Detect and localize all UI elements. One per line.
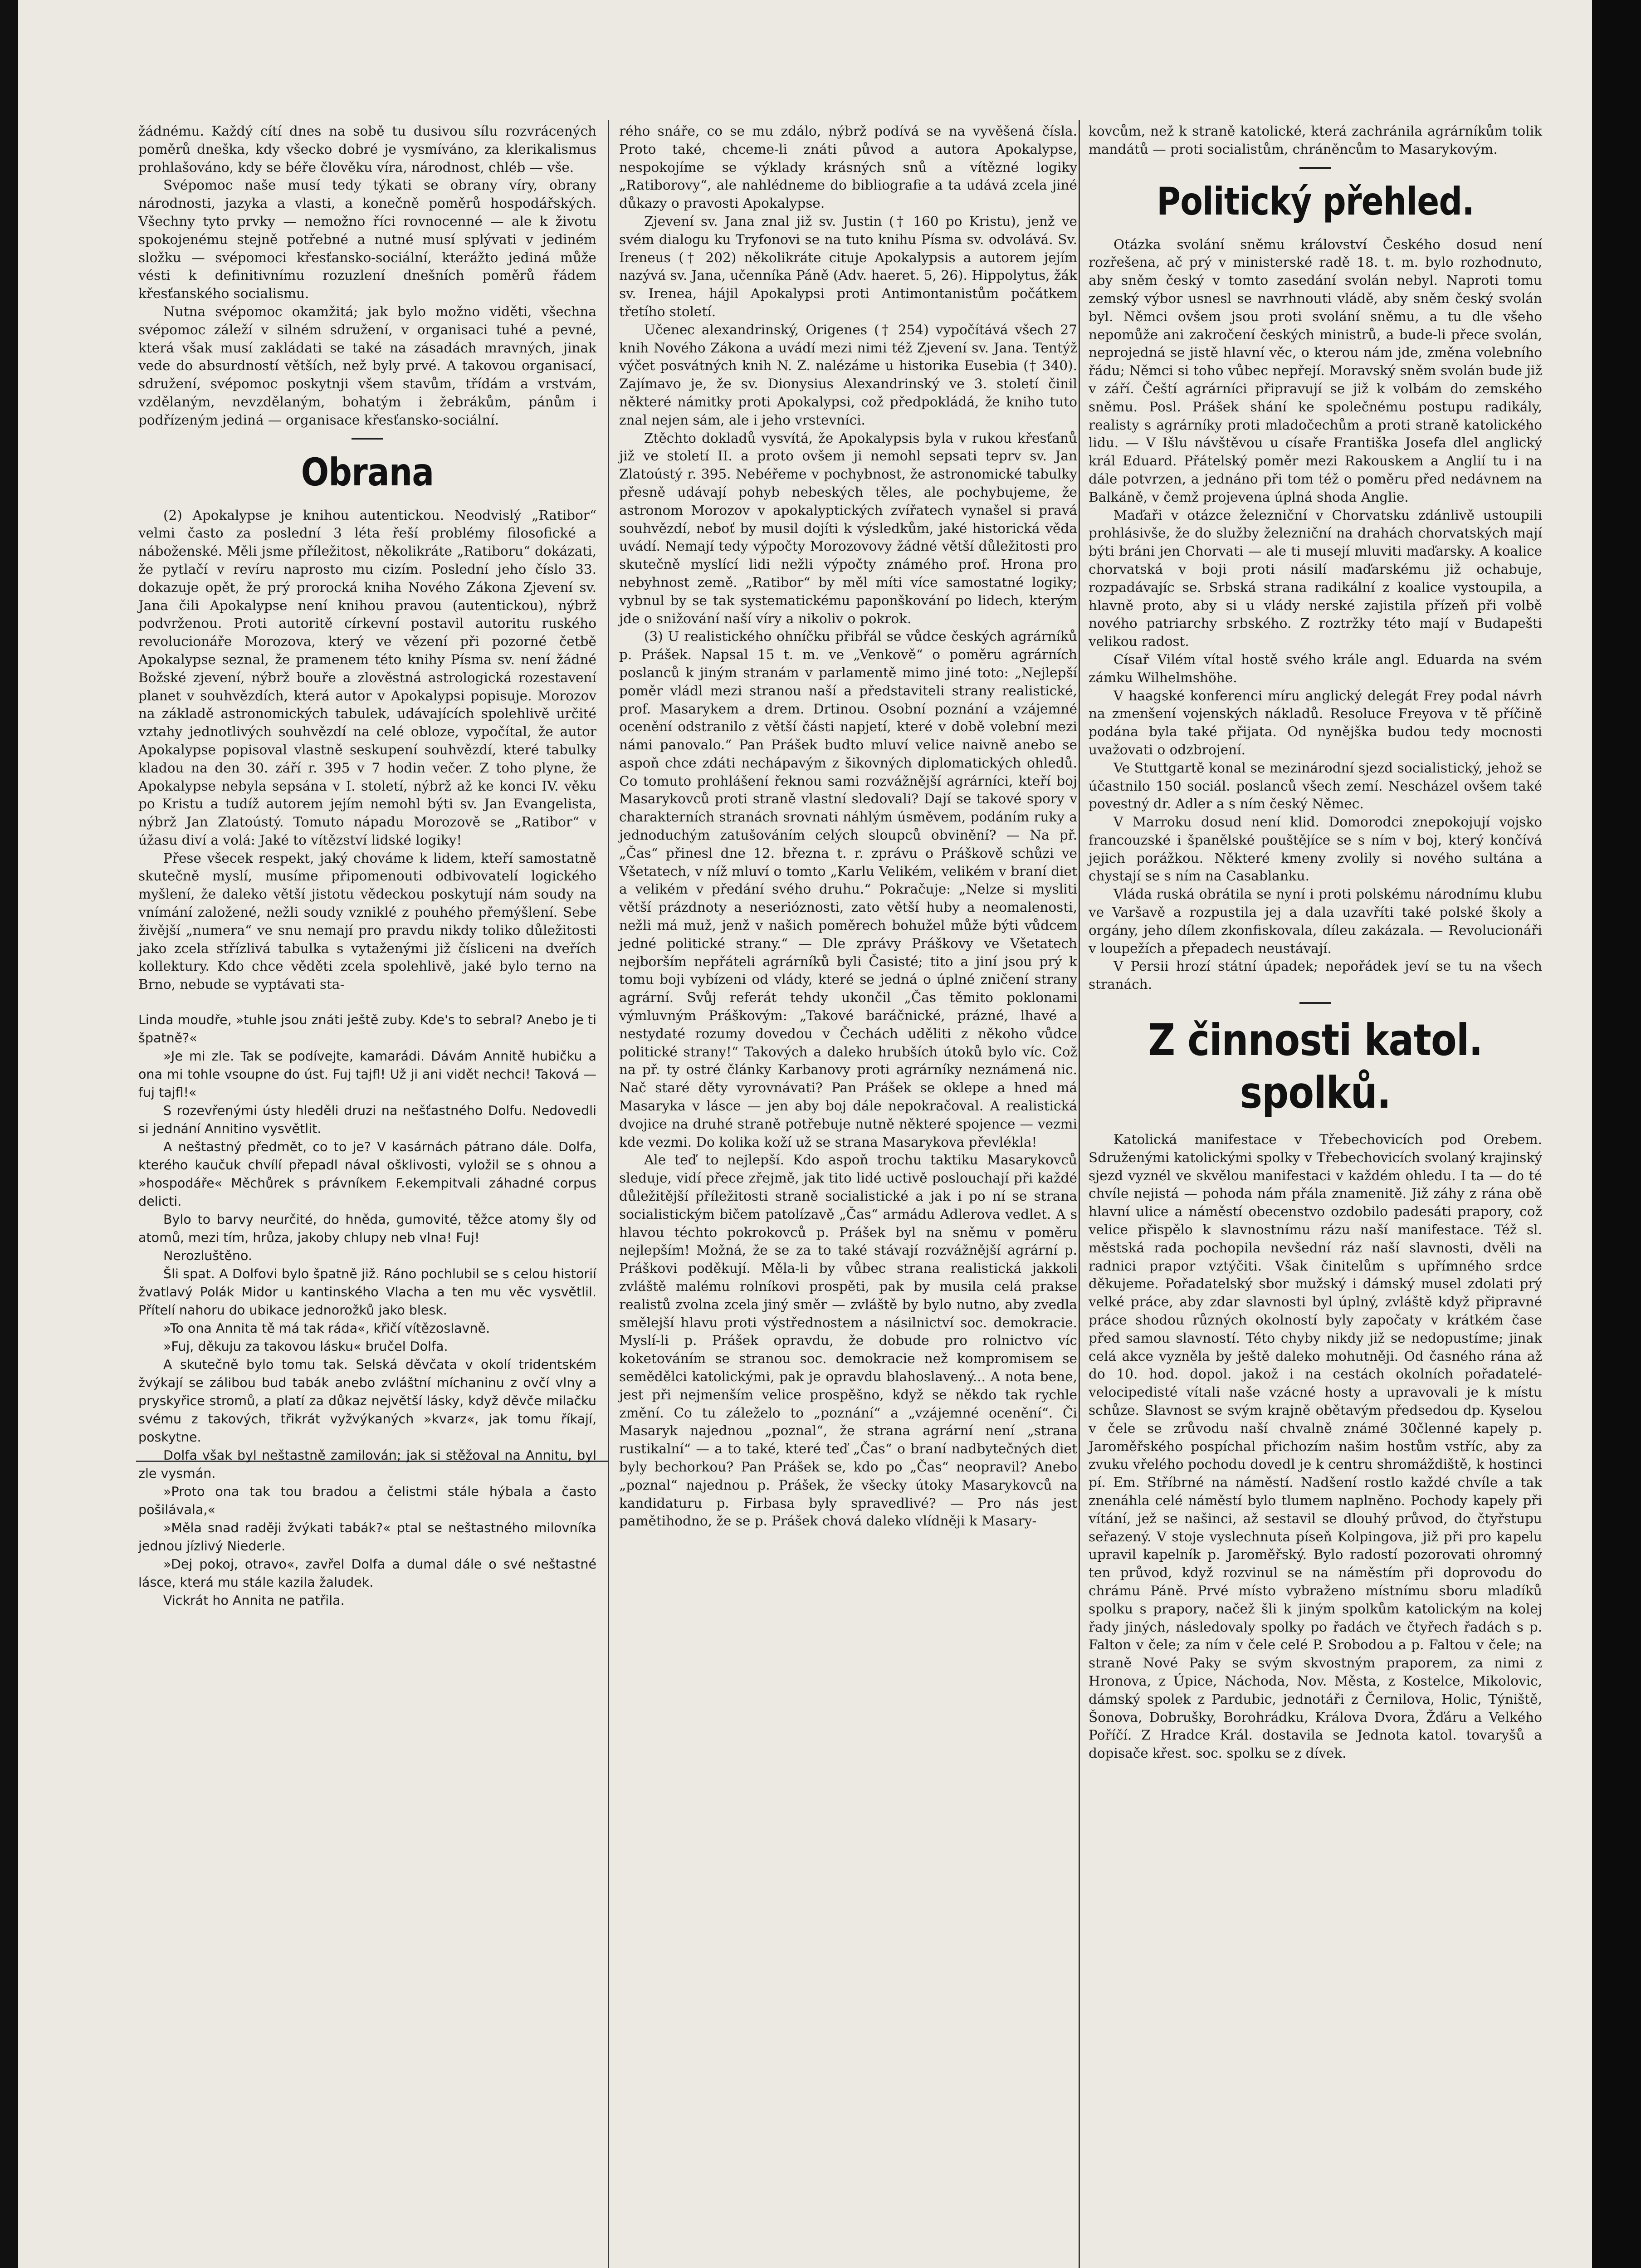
feuilleton-paragraph: »Fuj, děkuju za takovou lásku« bručel Dolfa. [163,1339,448,1354]
column-rule-left [608,120,609,2268]
section-divider [352,438,383,440]
feuilleton-paragraph: »To ona Annita tě má tak ráda«, křičí vítězoslavně. [163,1321,490,1336]
feuilleton-paragraph: A skutečně bylo tomu tak. Selská děvčata v okolí tridentském žvýkají se zálibou bud tabák anebo zvláštní míchaninu z ovčí vlny a pryskyřice stromů, a platí za důkaz největší lásky, když děvče milačku svému z takových, třikrát vyžvýkaných »kvarz«, jak tomu říkají, poskytne. [138,1357,596,1445]
scan-edge [1592,0,1641,2268]
col2-paragraph-3: Učenec alexandrinský, Origenes († 254) vypočítává všech 27 knih Nového Zákona a uvádí mezi nimi též Zjevení sv. Jana. Tentýž výčet posvátných knih N. Z. nalézáme u historika Eusebia († 340). Zajímavo je, že sv. Dionysius Alexandrinský ve 3. století činil některé námitky proti Apokalypsi, což předpokládá, že kniho tuto znal nejen sám, ale i jeho vrstevníci. [619,322,1077,428]
feuilleton-paragraph: »Je mi zle. Tak se podívejte, kamarádi. Dávám Annitě hubičku a ona mi tohle vsoupne do úst. Fuj tajfl! Už ji ani vidět nechci! Taková — fuj tajfl!« [138,1049,596,1100]
col3-paragraph-8: Vláda ruská obrátila se nyní i proti polskému národnímu klubu ve Varšavě a rozpustila jej a dala uzavříti také polské školy a orgány, jeho dílem zkonfiskovala, díleu zakázala. — Revolucionáři v loupežích a přepadech neustávají. [1089,886,1542,956]
col2-paragraph-2: Zjevení sv. Jana znal již sv. Justin († 160 po Kristu), jenž ve svém dialogu ku Tryfonovi se na tuto knihu Písma sv. odvolává. Sv. Ireneus († 202) několikráte cituje Apokalypsis a autorem jejím nazývá sv. Jana, učenníka Páně (Adv. haeret. 5, 26). Hippolytus, žák sv. Irenea, hájil Apokalypsi proti Antimontanistům počátkem třetího století. [619,213,1077,319]
feuilleton-paragraph: Linda moudře, »tuhle jsou znáti ještě zuby. Kde's to sebral? Anebo je ti špatně?« [138,1012,596,1046]
column-rule-right [1079,120,1080,2268]
heading-politicky-prehled: Politický přehled. [1157,179,1474,224]
feuilleton-paragraph: Vickrát ho Annita ne patřila. [163,1593,345,1608]
section-divider [1299,1002,1331,1004]
feuilleton-paragraph: »Měla snad raději žvýkati tabák?« ptal se neštastného milovníka jednou jízlivý Niederle. [138,1520,596,1554]
feuilleton-paragraph: A neštastný předmět, co to je? V kasárnách pátrano dále. Dolfa, kterého kaučuk chvílí přepadl nával ošklivosti, vyložil se s ohnou a »hospodáře« Měchůrek s právníkem F.ekempitvali záhadné corpus delicti. [138,1139,596,1209]
col3-paragraph-6: Ve Stuttgartě konal se mezinárodní sjezd socialistický, jehož se účastnilo 150 sociál. poslanců všech zemí. Nescházel ovšem také povestný dr. Adler a s ním český Němec. [1089,760,1542,812]
col3-paragraph-4: Císař Vilém vítal hostě svého krále angl. Eduarda na svém zámku Wilhelmshöhe. [1089,651,1542,685]
feuilleton-paragraph: Dolfa však byl neštastně zamilován; jak si stěžoval na Annitu, byl zle vysmán. [138,1448,596,1481]
heading-obrana: Obrana [301,450,434,494]
col1-paragraph-5: Přese všecek respekt, jaký chováme k lidem, kteří samostatně skutečně myslí, musíme připomenouti odbivovatelí logického myšlení, že daleko větší jistotu vědeckou poskytují nám soudy na vnímání založené, nežli soudy vzniklé z pouhého přemýšlení. Sebe živější „numera“ ve snu nemají pro pravdu nikdy toliko důležitosti jako zcela střízlivá tabulka s vytaženými již čísliceni na dveřích kollektury. Kdo chce věděti zcela spolehlivě, jaké bylo terno na Brno, nebude se vyptávati sta- [138,850,596,992]
feuilleton-paragraph: Šli spat. A Dolfovi bylo špatně již. Ráno pochlubil se s celou historií žvatlavý Polák Midor u kantinského Vlacha a ten mu věc vysvětlil. Přítelí nahoru do ubikace jednorožků jako blesk. [138,1266,596,1318]
col2-paragraph-1: rého snáře, co se mu zdálo, nýbrž podívá se na vyvěšená čísla. Proto také, chceme-li znáti původ a autora Apokalypse, nespokojíme se výklady krásných snů a vítězné logiky „Ratiborovy“, ale nahlédneme do bibliografie a ta udává zcela jiné důkazy o pravosti Apokalypse. [619,123,1077,211]
col1-paragraph-2: Svépomoc naše musí tedy týkati se obrany víry, obrany národnosti, jazyka a vlasti, a konečně poměrů hospodářských. Všechny tyto prvky — nemožno říci rovnocenné — ale k životu spokojenému stejně potřebné a nutné musí splývati v jediném složku — svépomoci křesťansko-sociální, kterážto jediná může vésti k definitivnímu rozuzlení dnešních poměrů řádem křesťanského socialismu. [138,177,596,302]
feuilleton-paragraph: Nerozluštěno. [163,1248,252,1264]
column-3 [1089,122,1542,1763]
col3-paragraph-7: V Marroku dosud není klid. Domorodci znepokojují vojsko francouzské i španělské pouštějíce se s ním v boj, který končívá jejich porážkou. Některé kmeny zvolily si nového sultána a chystají se s ním na Casablanku. [1089,814,1542,884]
col2-paragraph-6: Ale teď to nejlepší. Kdo aspoň trochu taktiku Masarykovců sleduje, vidí přece zřejmě, jak tito lidé uctivě poslouchají při každé důležitější příležitosti straně socialistické a jak i po ní se strana socialistickým bičem patolízavě „Čas“ armádu Adlerova vedlet. A s hlavou téchto pokrokovců p. Prášek byl na sněmu v poměru nejlepším! Možná, že se za to také stávají rozvážnější agrární p. Práškovi poděkují. Měla-li by vůbec strana realistická jakkoli zvláště malému rolníkovi prospěti, pak by musila celá prakse realistů zvolna zcela jiný směr — zvláště by bylo nutno, aby zvedla smělejší hlavu proti výstřednostem a násilnictví soc. demokracie. Myslí-li p. Prášek opravdu, že dobude pro rolnictvo víc koketováním se stranou soc. demokracie než kompromisem se semědělci katolickými, pak je opravdu blahoslavený... A nota bene, jest při nejmenším velice prospěšno, když se někdo tak rychle změní. Co tu záleželo to „poznání“ a „vzájemné ocenění“. Či Masaryk najednou „poznal“, že strana agrární není „strana rustikalní“ — a to také, které teď „Čas“ o braní nadbytečných diet byly bechorkou? Pan Prášek se, kdo po „Čas“ neopravil? Anebo „poznal“ najednou p. Prášek, že všecky útoky Masarykovců na kandidaturu p. Firbasa byly spravedlivé? — Pro nás jest pamětihodno, že se p. Prášek chová daleko vlídněji k Masary- [619,1152,1077,1529]
feuilleton-paragraph: »Dej pokoj, otravo«, zavřel Dolfa a dumal dále o své neštastné lásce, která mu stále kazila žaludek. [138,1557,596,1590]
col3-paragraph-1: kovcům, než k straně katolické, která zachránila agrárníkům tolik mandátů — proti socialistům, chráněncům to Masarykovým. [1089,123,1542,157]
column-2 [619,122,1077,1530]
col1-paragraph-3: Nutna svépomoc okamžitá; jak bylo možno viděti, všechna svépomoc záleží v silném sdružení, v organisaci tuhé a pevné, která však musí zakládati se také na zásadách mravných, jinak vede do absurdností větších, než byly prvé. A takovou organisací, sdružení, svépomoc poskytnji všem stavům, třídám a vrstvám, vzdělaným, nevzdělaným, bohatým i žebrákům, pánům i podřízeným jediná — organisace křesťansko-sociální. [138,303,596,428]
col3-paragraph-10: Katolická manifestace v Třebechovicích pod Orebem. Sdruženými katolickými spolky v Třebechovicích svolaný krajinský sjezd vyznél ve skvělou manifestaci v každém ohledu. I ta — do té chvíle nejistá — pohoda nám přála znamenitě. Již záhy z rána obě hlavní ulice a náměstí obecenstvo ozdobilo padesáti prapory, což velice přispělo k slavnostnímu rázu naší manifestace. Též sl. městská rada pochopila nevšední ráz naší slavnosti, dvěli na radnici prapor vztýčiti. Však činitelům s upřímného srdce děkujeme. Pořadatelský sbor mužský i dámský musel zdolati prý velké práce, aby zdar slavnosti byl úplný, zvláště když připravné práce shodou různých okolností byly započaty v krátkém čase před samou slavností. Této chyby nikdy již se nedopustíme; jinak celá akce vyzněla by ještě daleko mohutněji. Od časného rána až do 10. hod. dopol. jakož i na cestách okolních pořadatelé-velocipedisté vítali naše vzácné hosty a upravovali je k místu schůze. Slavnost se svým krajně obětavým předsedou dp. Kyselou v čele se zrůvodu naší chvalně známé 30členné kapely p. Jaroměřského pospíchal přichozím našim hostům vstříc, aby za zvuku vřelého pochodu dovedl je k centru shromáždiště, k hostinci pí. Em. Stříbrné na náměstí. Nadšení rostlo každé chvíle a tak znenáhla celé náměstí bylo tlumem naplněno. Pochody kapely při vítání, jež se našinci, až sestavil se dlouhý průvod, do čtyřstupu seřazený. V stoje vyslechnuta píseň Kolpingova, již při pro kapelu upravil kapelník p. Jaroměřský. Bylo radostí pozorovati ohromný ten průvod, když rozvinul se na náměstím při doprovodu do chrámu Páně. Prvé místo vybraženo místnímu sboru mladíků spolku s prapory, načež šli k jiným spolkům katolickým na kolej řady jiných, následovaly spolky po řadách ve čtyřech řadách s p. Falton v čele; za ním v čele celé P. Srobodou a p. Faltou v čele; na straně Nové Paky se svým skvostným praporem, za nimi z Hronova, z Úpice, Náchoda, Nov. Města, z Kostelce, Mikolovic, dámský spolek z Pardubic, jednotáři z Černilova, Holic, Týniště, Šonova, Dobrušky, Borohrádku, Králova Dvora, Žďáru a Velkého Poříčí. Z Hradce Král. dostavila se Jednota katol. tovaryšů a dopisače křest. soc. spolku se z dívek. [1089,1132,1542,1761]
col2-paragraph-5: (3) U realistického ohníčku přibřál se vůdce českých agrárníků p. Prášek. Napsal 15 t. m. ve „Venkově“ o poměru agrárních poslanců k jiným stranám v parlamentě mimo jiné toto: „Nejlepší poměr vládl mezi stranou naší a představiteli strany realistické, prof. Masarykem a drem. Drtinou. Osobní poznání a vzájemné ocenění odstranilo z větší části napjetí, které v době volební mezi námi panovalo.“ Pan Prášek budto mluví velice naivně anebo se aspoň chce zdáti nechápavým z šikovných diplomatických ohledů. Co tomuto prohlášení řeknou sami rozvážnější agrárníci, kteří boj Masarykovců proti straně vlastní sledovali? Dají se takové spory v charakterních stranách srovnati náhlým úsměvem, podáním ruky a jednoduchým zatušováním celých sloupců obvinění? — Na př. „Čas“ přinesl dne 12. března t. r. zprávu o Práškově schůzi ve Všetatech, v níž mluví o tomto „Karlu Velikém, velikém v braní diet a velikém v předání svého druhu.“ Pokračuje: „Nelze si mysliti větší prázdnoty a neserióznosti, zato větší huby a neomalenosti, nežli má muž, jenž v našich poměrech bohužel může býti vůdcem jedné politické strany.“ — Dle zprávy Práškovy ve Všetatech nejborším nepřáteli agrárníků byli Časisté; tito a jiní jsou prý k tomu boji vybízeni od vlády, které se jedná o úplné zničení strany agrární. Svůj referát tehdy ukončil „Čas těmito poklonami výmluvným Práškovým: „Takové baráčnické, prázné, lhavé a nestydaté rozumy dovedou v Čechách uděliti z někoho vůdce politické strany!“ Takových a daleko hrubších útoků bylo víc. Což na př. ty ostré články Karbanovy proti agrárníky neznámená nic. Nač staré děty vyrovnávati? Pan Prášek se oklepe a hned má Masaryka v lásce — jen aby boj dále nepokračoval. A realistická dvojice na druhé straně potřebuje nutně některé spojence — vezmi kde vezmi. Do kolika koží už se strana Masarykova převlékla! [619,629,1077,1150]
col3-paragraph-3: Maďaři v otázce železniční v Chorvatsku zdánlivě ustoupili prohlásivše, že do služby železniční na drahách chorvatských mají býti bráni jen Chorvati — ale ti musejí mluviti maďarsky. A koalice chorvatská v boji proti násilí maďarskému již ochabuje, rozpadávajíc se. Srbská strana radikální z koalice vystoupila, a hlavně proto, aby si u vlády nerské zajistila přízeň při volbě nového patriarchy srbského. Z roztržky této mají v Budapešti velikou radost. [1089,507,1542,650]
feuilleton-paragraph: »Proto ona tak tou bradou a čelistmi stále hýbala a často pošilávala,« [138,1484,596,1518]
col3-paragraph-2: Otázka svolání sněmu království Českého dosud není rozřešena, ač prý v ministerské radě 18. t. m. bylo rozhodnuto, aby sněm český v tomto zasedání svolán nebyl. Naproti tomu zemský výbor usnesl se navrhnouti vládě, aby sněm český svolán byl. Němci ovšem jsou proti svolání sněmu, a tu dle všeho nepomůže ani zakročení českých ministrů, a bude-li přece svolán, neprojedná se jistě hlavní věc, o kterou nám jde, změna volebního řádu; Němci si toho vůbec nepřejí. Moravský sněm svolán bude již v září. Čeští agrárníci připravují se již k volbám do zemského sněmu. Posl. Prášek shání ke společnému postupu radikály, realisty s agrárníky proti mladočechům a proti straně katolického lidu. — V Išlu návštěvou u císaře Františka Josefa dlel anglický král Eduard. Přátelský poměr mezi Rakouskem a Anglií tu i na dále potvrzen, a jednáno při tom též o poměru před nedávnem na Balkáně, v čemž projevena úplná shoda Anglie. [1089,236,1542,505]
feuilleton [138,1011,596,1610]
section-divider [1299,167,1331,169]
feuilleton-paragraph: Bylo to barvy neurčité, do hněda, gumovité, těžce atomy šly od atomů, mezi tím, hrůza, jakoby chlupy neb vlna! Fuj! [138,1212,596,1246]
col3-paragraph-9: V Persii hrozí státní úpadek; nepořádek jeví se tu na všech stranách. [1089,958,1542,992]
column-1 [138,122,596,1610]
col1-paragraph-4: (2) Apokalypse je knihou autentickou. Neodvislý „Ratibor“ velmi často za poslední 3 léta řeší problémy filosofické a náboženské. Měli jsme příležitost, několikráte „Ratiboru“ dokázati, že pytlačí v revíru naprosto mu cizím. Poslední jeho číslo 33. dokazuje opět, že prý prorocká kniha Nového Zákona Zjevení sv. Jana čili Apokalypse není knihou pravou (autentickou), nýbrž podvrženou. Proti autoritě církevní postavil autoritu ruského revolucionáře Morozova, který ve vězení při pozorné četbě Apokalypse seznal, že pramenem této knihy Písma sv. není žádné Božské zjevení, nýbrž bouře a zlověstná astrologická rozestavení planet v souhvězdích, která autor v Apokalypsi popisuje. Morozov na základě astronomických tabulek, udávajících spolehlivě určité vztahy jednotlivých souhvězdí na celé obloze, vypočítal, že autor Apokalypse popisoval vlastně seskupení souhvězdí, které tabulky kladou na den 30. září r. 395 v 7 hodin večer. Z toho plyne, že Apokalypse nebyla sepsána v I. století, nýbrž až ke konci IV. věku po Kristu a tudíž autorem jejím nemohl býti sv. Jan Evangelista, nýbrž Jan Zlatoústý. Tomuto nápadu Morozově se „Ratibor“ v úžasu diví a volá: Jaké to vítězství lidské logiky! [138,507,596,848]
heading-z-cinnosti-katol-spolku: Z činnosti katol. spolků. [1148,1015,1483,1119]
col2-paragraph-4: Ztěchto dokladů vysvítá, že Apokalypsis byla v rukou křesťanů již ve století II. a proto ovšem ji nemohl sepsati teprv sv. Jan Zlatoústý r. 395. Nebéřeme v pochybnost, že astronomické tabulky přesně udávají pohyb nebeských těles, ale pochybujeme, že astronom Morozov v apokalyptických zvířatech vynašel si pravá souhvězdí, neboť by musil dojíti k výsledkům, jaké historická věda uvádí. Nemají tedy výpočty Morozovovy žádné větší důležitosti pro skutečně myslící lidi nežli výpočty známého prof. Hrona pro nebyhnost země. „Ratibor“ by měl míti více samostatné logiky; vybnul by se tak systematickému paponškování po lidech, kterým jde o snižování naší víry a nikoliv o pokrok. [619,430,1077,626]
col1-paragraph-1: žádnému. Každý cítí dnes na sobě tu dusivou sílu rozvrácených poměrů dneška, kdy všecko dobré je vysmíváno, za klerikalismus prohlašováno, kdy se béře člověku víra, národnost, chléb — vše. [138,123,596,175]
col3-paragraph-5: V haagské konferenci míru anglický delegát Frey podal návrh na zmenšení vojenských nákladů. Resoluce Freyova v tě příčině podána byla také přijata. Od nynějška budou tedy mocnosti uvažovati o odzbrojení. [1089,688,1542,758]
feuilleton-paragraph: S rozevřenými ústy hleděli druzi na nešťastného Dolfu. Nedovedli si jednání Annitino vysvětlit. [138,1103,596,1137]
